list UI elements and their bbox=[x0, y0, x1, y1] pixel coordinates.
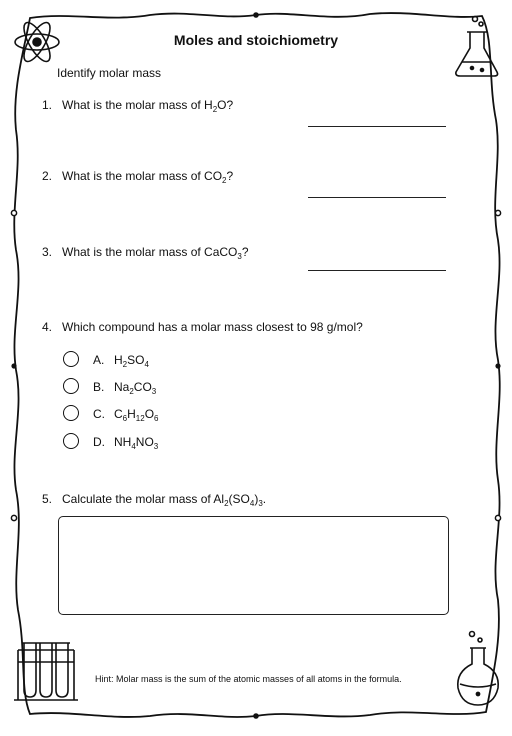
radio-circle[interactable] bbox=[63, 378, 79, 394]
subscript: 3 bbox=[237, 252, 242, 261]
radio-circle[interactable] bbox=[63, 433, 79, 449]
text-run: (SO bbox=[228, 492, 250, 506]
question-2 bbox=[42, 169, 462, 185]
text-run: H bbox=[114, 353, 123, 367]
radio-circle[interactable] bbox=[63, 351, 79, 367]
hint-text: Hint: Molar mass is the sum of the atomic masses of all atoms in the formula. bbox=[95, 674, 402, 684]
question-text bbox=[62, 98, 233, 112]
subscript: 2 bbox=[224, 499, 229, 508]
question-1 bbox=[42, 98, 462, 114]
border-ring bbox=[11, 210, 16, 215]
border-knot bbox=[11, 363, 16, 368]
question-4 bbox=[42, 320, 462, 336]
question-number: 1. bbox=[42, 98, 53, 112]
text-run: What is the molar mass of CaCO bbox=[62, 245, 238, 259]
subscript: 2 bbox=[129, 387, 134, 396]
question-text bbox=[62, 169, 233, 183]
text-run: ? bbox=[241, 245, 249, 259]
question-text bbox=[62, 245, 249, 259]
test-tubes-icon bbox=[14, 643, 78, 700]
text-run: CO bbox=[133, 380, 152, 394]
text-run: Na bbox=[114, 380, 130, 394]
subscript: 4 bbox=[144, 360, 149, 369]
subscript: 3 bbox=[151, 387, 157, 396]
subscript: 4 bbox=[249, 499, 255, 508]
subscript: 3 bbox=[258, 499, 263, 508]
text-run: Which compound has a molar mass closest to 98 g/mol? bbox=[62, 320, 363, 334]
text-run: . bbox=[262, 492, 267, 506]
option-letter: D. bbox=[93, 435, 105, 449]
subscript: 6 bbox=[122, 414, 128, 423]
option-letter: C. bbox=[93, 407, 105, 421]
text-run: Calculate the molar mass of Al bbox=[62, 492, 225, 506]
text-run: ) bbox=[254, 492, 259, 506]
option-formula bbox=[114, 380, 156, 394]
answer-line-2[interactable] bbox=[308, 197, 446, 198]
question-number: 2. bbox=[42, 169, 53, 183]
answer-line-1[interactable] bbox=[308, 126, 446, 127]
round-flask-icon bbox=[458, 632, 498, 706]
question-number: 4. bbox=[42, 320, 53, 334]
text-run: NH bbox=[114, 435, 132, 449]
subscript: 2 bbox=[222, 176, 227, 185]
text-run: SO bbox=[127, 353, 145, 367]
option-formula bbox=[114, 353, 149, 367]
question-number: 5. bbox=[42, 492, 53, 506]
question-text bbox=[62, 492, 266, 506]
answer-line-3[interactable] bbox=[308, 270, 446, 271]
border-ring bbox=[495, 515, 500, 520]
subscript: 12 bbox=[135, 414, 145, 423]
text-run: O? bbox=[217, 98, 234, 112]
option-letter: B. bbox=[93, 380, 105, 394]
question-5 bbox=[42, 492, 462, 508]
border-ring bbox=[11, 515, 16, 520]
question-number: 3. bbox=[42, 245, 53, 259]
text-run: H bbox=[127, 407, 136, 421]
question-text bbox=[62, 320, 363, 334]
subscript: 2 bbox=[122, 360, 128, 369]
option-letter: A. bbox=[93, 353, 105, 367]
subscript: 4 bbox=[131, 442, 136, 451]
radio-circle[interactable] bbox=[63, 405, 79, 421]
text-run: NO bbox=[135, 435, 154, 449]
subscript: 2 bbox=[212, 105, 218, 114]
text-run: ? bbox=[226, 169, 234, 183]
text-run: C bbox=[114, 407, 123, 421]
border-knot bbox=[253, 713, 259, 719]
border-ring bbox=[495, 210, 500, 215]
subscript: 3 bbox=[153, 442, 159, 451]
subscript: 6 bbox=[154, 414, 159, 423]
border-knot bbox=[253, 12, 259, 18]
answer-box[interactable] bbox=[58, 516, 449, 615]
page-title: Moles and stoichiometry bbox=[173, 32, 339, 48]
section-subtitle: Identify molar mass bbox=[57, 66, 162, 80]
border-knot bbox=[495, 363, 500, 368]
text-run: What is the molar mass of H bbox=[62, 98, 213, 112]
text-run: O bbox=[144, 407, 155, 421]
question-3 bbox=[42, 245, 462, 261]
option-formula bbox=[114, 407, 159, 421]
option-formula bbox=[114, 435, 158, 449]
text-run: What is the molar mass of CO bbox=[62, 169, 223, 183]
